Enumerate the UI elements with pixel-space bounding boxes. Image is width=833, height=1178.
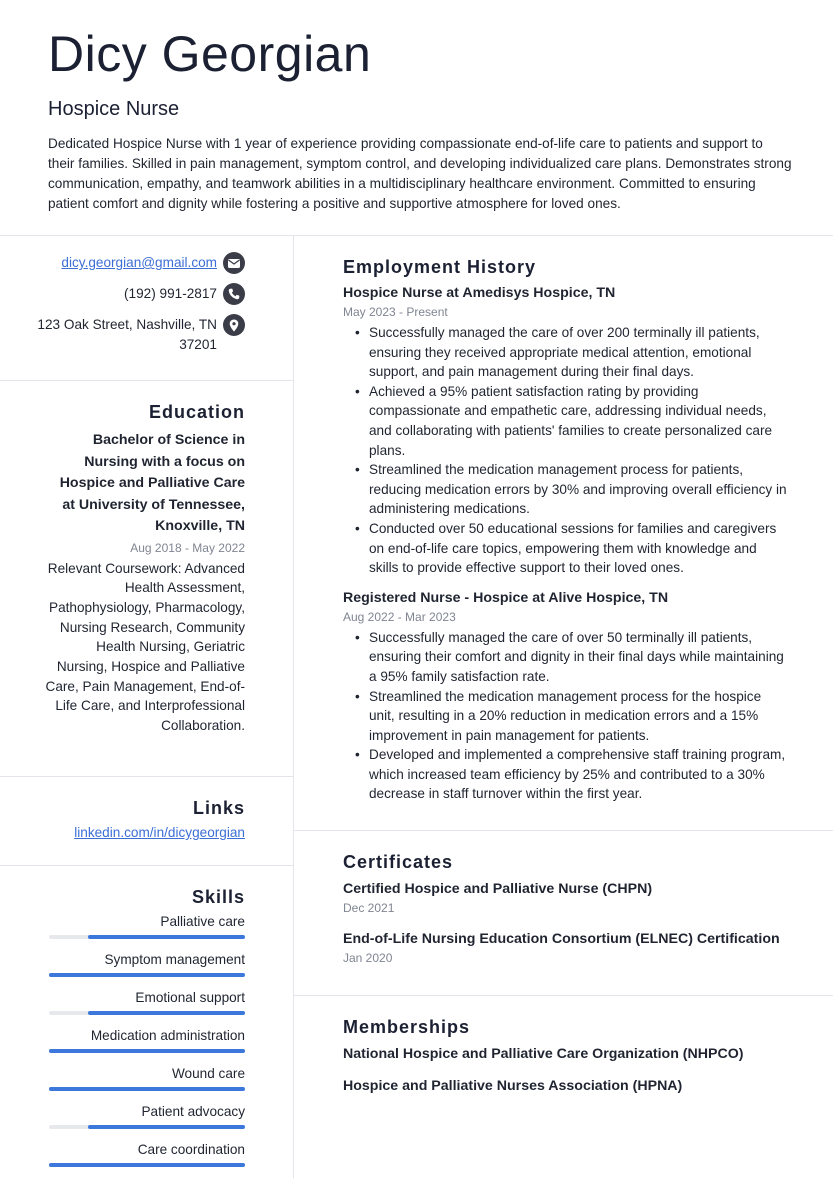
skill-name: Emotional support <box>135 990 245 1005</box>
job-title-company: Hospice Nurse at Amedisys Hospice, TN <box>343 285 616 301</box>
certificates-heading: Certificates <box>343 852 454 872</box>
contact-phone-row <box>15 284 245 305</box>
left-divider-links <box>0 865 293 866</box>
skill-level-track <box>49 1049 245 1053</box>
certificate-date: Jan 2020 <box>343 951 393 965</box>
certificate-name: Certified Hospice and Palliative Nurse (CHPN) <box>343 881 653 897</box>
memberships-section <box>343 1015 788 1108</box>
education-date: Aug 2018 - May 2022 <box>130 540 245 555</box>
job-bullet: • Successfully managed the care of over 50 terminally ill patients, ensuring their comfort and dignity in their final days while maintaining a 95% family satisfaction rate. <box>343 628 788 687</box>
column-divider <box>293 236 294 1178</box>
job-bullets <box>343 323 788 578</box>
job-bullet: • Developed and implemented a comprehensive staff training program, which increased team efficiency by 25% and contributed to a 30% decrease in staff turnover within the first year. <box>343 745 788 804</box>
contact-email-row <box>15 253 245 274</box>
skill-item <box>49 1026 245 1064</box>
certificate-name: End-of-Life Nursing Education Consortium (ELNEC) Certification <box>343 931 780 947</box>
job-bullets <box>343 628 788 804</box>
skills-heading: Skills <box>191 887 245 907</box>
skill-level-track <box>49 935 245 939</box>
job-bullet: • Streamlined the medication management process for the hospice unit, resulting in a 20% reduction in medication errors and a 15% improvement in pain management for patients. <box>343 687 788 746</box>
skill-item <box>49 1102 245 1140</box>
skill-level-bar <box>49 973 245 977</box>
skill-name: Patient advocacy <box>141 1104 245 1119</box>
jobs-list <box>343 283 788 804</box>
certificates-list <box>343 879 788 967</box>
skill-name: Symptom management <box>104 952 245 967</box>
job-title: Hospice Nurse <box>48 98 180 120</box>
professional-summary: Dedicated Hospice Nurse with 1 year of experience providing compassionate end-of-life care to patients and support to their families. Skilled in pain management, symptom control, and developing individualized care plans. Demonstrates strong communication, empathy, and teamwork abilities in a multidisciplinary healthcare environment. Committed to ensuring patient comfort and dignity while fostering a positive and supportive atmosphere for loved ones. <box>48 136 792 211</box>
skill-name: Medication administration <box>90 1028 245 1043</box>
contact-section <box>15 253 245 365</box>
contact-address-row <box>15 315 245 355</box>
left-divider-contact <box>0 380 293 381</box>
education-description: Relevant Coursework: Advanced Health Assessment, Pathophysiology, Pharmacology, Nursing Research, Community Health Nursing, Geriatric Nursing, Hospice and Palliative Care, Pain Management, End-of-Life Care, and Interprofessional Collaboration. <box>45 560 245 734</box>
address: 123 Oak Street, Nashville, TN 37201 <box>37 317 217 352</box>
skill-level-bar <box>49 1163 245 1167</box>
job-bullet: • Achieved a 95% patient satisfaction rating by providing compassionate and empathetic care, addressing individual needs, and collaborating with patients' families to create personalized care plans. <box>343 382 788 460</box>
membership-item: Hospice and Palliative Nurses Association (HPNA) <box>343 1078 683 1094</box>
candidate-name: Dicy Georgian <box>48 26 372 82</box>
phone-number: (192) 991-2817 <box>124 286 217 301</box>
skill-name: Palliative care <box>160 914 245 929</box>
memberships-heading: Memberships <box>343 1017 471 1037</box>
skill-level-bar <box>49 1087 245 1091</box>
skill-item <box>49 1064 245 1102</box>
education-degree: Bachelor of Science in Nursing with a focus on Hospice and Palliative Care at University of Tennessee, Knoxville, TN <box>59 432 245 534</box>
skill-level-bar <box>88 935 245 939</box>
skill-item <box>49 912 245 950</box>
membership-item: National Hospice and Palliative Care Organization (NHPCO) <box>343 1046 744 1062</box>
education-section <box>45 400 245 736</box>
job-bullet: • Successfully managed the care of over 200 terminally ill patients, ensuring they received appropriate medical attention, emotional support, and pain management during their final days. <box>343 323 788 382</box>
skill-item <box>49 988 245 1026</box>
job-bullet: • Conducted over 50 educational sessions for families and caregivers on end-of-life care topics, empowering them with knowledge and skills to provide effective support to their loved ones. <box>343 519 788 578</box>
skill-name: Wound care <box>171 1066 245 1081</box>
left-divider-education <box>0 776 293 777</box>
skill-level-bar <box>49 1049 245 1053</box>
certificates-section <box>343 850 788 967</box>
location-pin-icon <box>223 314 245 336</box>
certificate-date: Dec 2021 <box>343 901 395 915</box>
skill-name: Care coordination <box>137 1142 245 1157</box>
skills-section <box>49 885 245 1178</box>
job-title-company: Registered Nurse - Hospice at Alive Hospice, TN <box>343 589 669 606</box>
right-divider-certificates <box>293 995 833 996</box>
memberships-list <box>343 1044 788 1096</box>
skill-item <box>49 1140 245 1178</box>
envelope-icon <box>223 252 245 274</box>
skills-list <box>49 912 245 1178</box>
linkedin-link[interactable]: linkedin.com/in/dicygeorgian <box>74 825 245 840</box>
job-date: May 2023 - Present <box>343 305 448 319</box>
job-date: Aug 2022 - Mar 2023 <box>343 609 456 624</box>
phone-icon <box>223 283 245 305</box>
links-section <box>15 796 245 843</box>
skill-level-track <box>49 1011 245 1015</box>
right-divider-employment <box>293 830 833 831</box>
certificate-entry <box>343 879 788 917</box>
skill-item <box>49 950 245 988</box>
links-heading: Links <box>192 798 245 818</box>
skill-level-track <box>49 1087 245 1091</box>
skill-level-bar <box>88 1125 245 1129</box>
skill-level-track <box>49 973 245 977</box>
job-entry <box>343 588 788 804</box>
certificate-entry <box>343 929 788 967</box>
header-divider <box>0 235 833 236</box>
skill-level-track <box>49 1163 245 1167</box>
employment-section <box>343 255 788 804</box>
job-bullet: • Streamlined the medication management process for patients, reducing medication errors by 30% and improving overall efficiency in administering medications. <box>343 460 788 519</box>
resume-header <box>48 22 798 214</box>
education-heading: Education <box>148 402 245 422</box>
job-entry <box>343 283 788 578</box>
skill-level-track <box>49 1125 245 1129</box>
employment-heading: Employment History <box>343 257 537 277</box>
skill-level-bar <box>88 1011 245 1015</box>
email-link[interactable]: dicy.georgian@gmail.com <box>61 255 217 270</box>
